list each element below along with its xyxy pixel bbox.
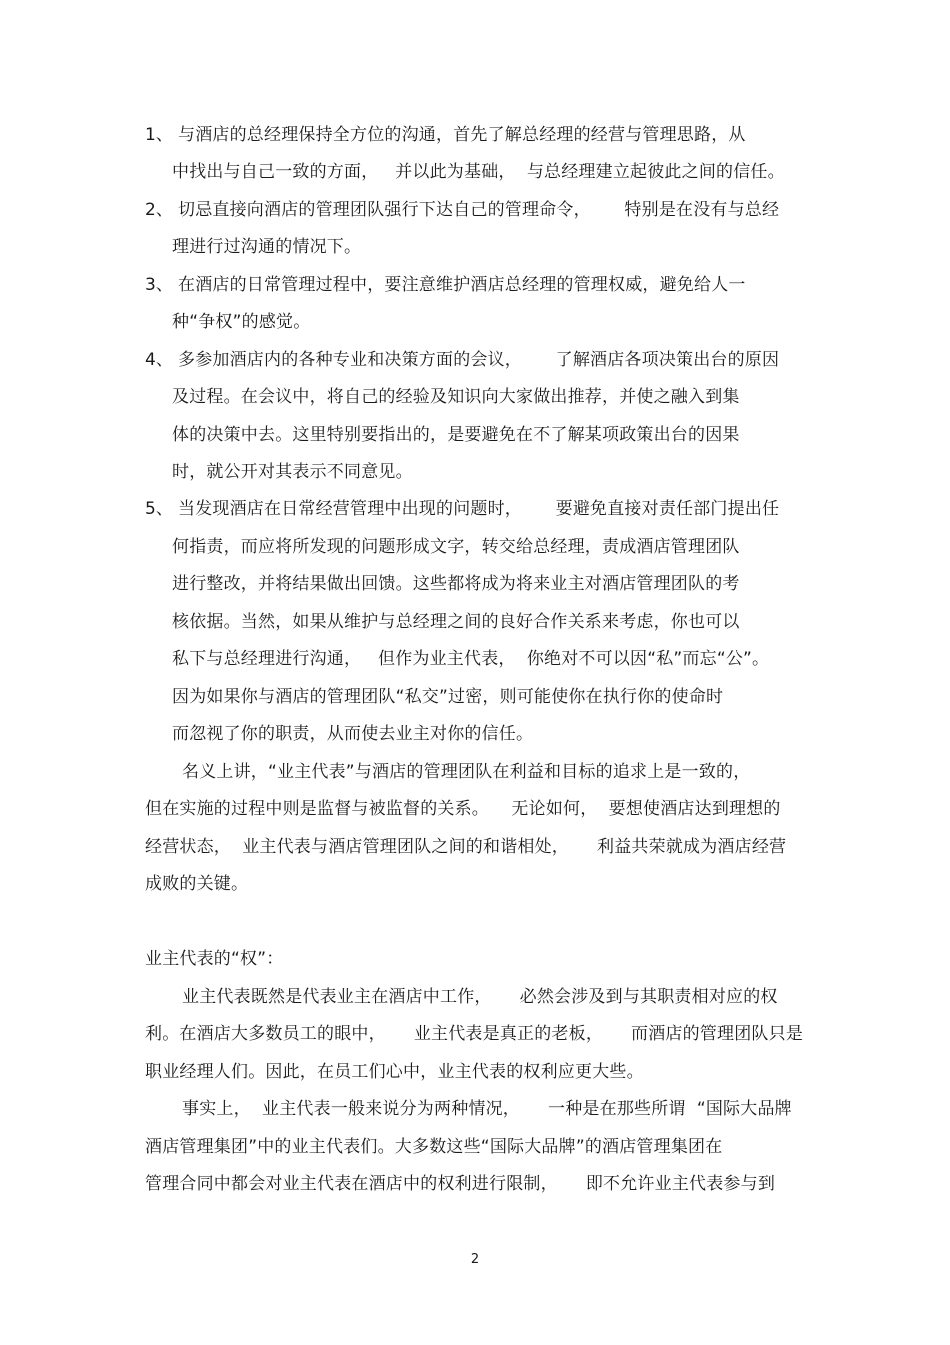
list-item-line: 当发现酒店在日常经营管理中出现的问题时， 要避免直接对责任部门提出任 — [178, 499, 780, 519]
list-item-line: 及过程。在会议中，将自己的经验及知识向大家做出推荐，并使之融入到集 — [172, 387, 740, 407]
list-item-line: 核依据。当然，如果从维护与总经理之间的良好合作关系来考虑，你也可以 — [172, 612, 740, 632]
list-item-line: 在酒店的日常管理过程中，要注意维护酒店总经理的管理权威，避免给人一 — [178, 275, 746, 295]
paragraph-line: 但在实施的过程中则是监督与被监督的关系。 无论如何， 要想使酒店达到理想的 — [145, 799, 781, 819]
list-item-line: 与酒店的总经理保持全方位的沟通，首先了解总经理的经营与管理思路，从 — [178, 125, 746, 145]
paragraph-line: 经营状态， 业主代表与酒店管理团队之间的和谐相处， 利益共荣就成为酒店经营 — [145, 837, 787, 857]
list-item-line: 种“争权”的感觉。 — [172, 312, 311, 332]
list-item-line: 因为如果你与酒店的管理团队“私交”过密，则可能使你在执行你的使命时 — [172, 687, 724, 707]
list-item-line: 而忽视了你的职责，从而使去业主对你的信任。 — [172, 724, 534, 744]
paragraph-line: 名义上讲，“业主代表”与酒店的管理团队在利益和目标的追求上是一致的， — [182, 762, 751, 782]
paragraph-line: 成败的关键。 — [145, 874, 249, 894]
list-number: 2、 — [145, 200, 173, 220]
list-number: 1、 — [145, 125, 173, 145]
list-item-line: 中找出与自己一致的方面， 并以此为基础， 与总经理建立起彼此之间的信任。 — [172, 162, 785, 182]
list-number: 5、 — [145, 499, 173, 519]
section-title: 业主代表的“权”： — [145, 949, 284, 969]
list-number: 3、 — [145, 275, 173, 295]
list-item-line: 切忌直接向酒店的管理团队强行下达自己的管理命令， 特别是在没有与总经 — [178, 200, 780, 220]
page-number: 2 — [470, 1252, 480, 1267]
paragraph-line: 事实上， 业主代表一般来说分为两种情况， 一种是在那些所谓 “国际大品牌 — [182, 1099, 792, 1119]
paragraph-line: 职业经理人们。因此，在员工们心中，业主代表的权利应更大些。 — [145, 1062, 644, 1082]
paragraph-line: 业主代表既然是代表业主在酒店中工作， 必然会涉及到与其职责相对应的权 — [182, 987, 778, 1007]
list-item-line: 时，就公开对其表示不同意见。 — [172, 462, 413, 482]
list-item-line: 理进行过沟通的情况下。 — [172, 237, 362, 257]
list-item-line: 体的决策中去。这里特别要指出的，是要避免在不了解某项政策出台的因果 — [172, 425, 740, 445]
list-number: 4、 — [145, 350, 173, 370]
list-item-line: 私下与总经理进行沟通， 但作为业主代表， 你绝对不可以因“私”而忘“公”。 — [172, 649, 770, 669]
list-item-line: 进行整改，并将结果做出回馈。这些都将成为将来业主对酒店管理团队的考 — [172, 574, 740, 594]
list-item-line: 何指责，而应将所发现的问题形成文字，转交给总经理，责成酒店管理团队 — [172, 537, 740, 557]
paragraph-line: 利。在酒店大多数员工的眼中， 业主代表是真正的老板， 而酒店的管理团队只是 — [145, 1024, 804, 1044]
list-item-line: 多参加酒店内的各种专业和决策方面的会议， 了解酒店各项决策出台的原因 — [178, 350, 780, 370]
paragraph-line: 管理合同中都会对业主代表在酒店中的权利进行限制， 即不允许业主代表参与到 — [145, 1174, 776, 1194]
paragraph-line: 酒店管理集团”中的业主代表们。大多数这些“国际大品牌”的酒店管理集团在 — [145, 1137, 723, 1157]
